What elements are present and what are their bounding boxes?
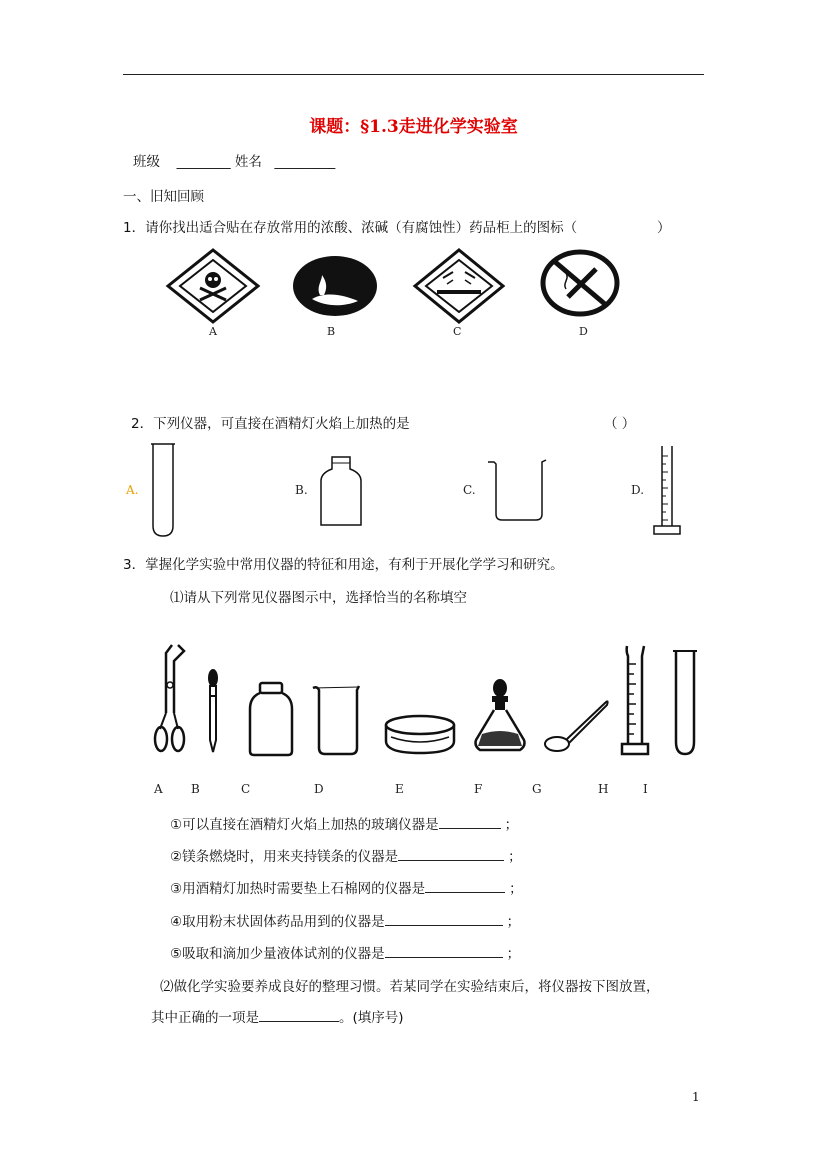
test-tube-large-icon <box>672 648 698 756</box>
q3-item-2-blank[interactable] <box>398 846 504 861</box>
q1-answer-close: ） <box>657 220 671 236</box>
sign-a-label: A <box>209 325 217 338</box>
q3-sub1: ⑴请从下列常见仪器图示中，选择恰当的名称填空 <box>170 590 467 606</box>
sign-c-label: C <box>453 325 462 338</box>
sign-a-toxic-icon <box>166 248 260 324</box>
q3-item-3 <box>170 877 523 897</box>
instrument-label-i: I <box>643 782 648 796</box>
evaporating-dish-icon <box>383 713 457 755</box>
q3-item-4-text: ④取用粉末状固体药品用到的仪器是 <box>170 914 385 930</box>
dropper-icon <box>205 668 221 754</box>
sign-b-label: B <box>327 325 336 338</box>
sign-c-corrosive-icon <box>413 248 505 324</box>
instrument-label-a: A <box>154 782 163 796</box>
q3-sub2-suffix: 。(填序号) <box>339 1010 404 1026</box>
page-number: 1 <box>692 1090 700 1104</box>
q3-item-4-end: ； <box>506 914 521 930</box>
sign-d-no-smoking-icon <box>540 249 620 317</box>
q2-text: 2．下列仪器，可直接在酒精灯火焰上加热的是 <box>131 416 410 432</box>
graduated-cylinder-icon <box>652 444 682 536</box>
q3-text: 3．掌握化学实验中常用仪器的特征和用途，有利于开展化学学习和研究。 <box>123 557 564 573</box>
reagent-bottle-icon <box>319 455 363 527</box>
instrument-label-c: C <box>241 782 251 796</box>
section-heading: 一、旧知回顾 <box>123 189 204 205</box>
class-blank[interactable]: ________ <box>176 154 231 170</box>
q3-sub2-prompt: 其中正确的一项是 <box>151 1010 259 1026</box>
q3-item-5 <box>170 942 520 962</box>
q3-item-3-blank[interactable] <box>425 878 505 893</box>
q3-sub2-line2 <box>151 1006 404 1026</box>
q3-item-2-end: ； <box>508 849 522 865</box>
class-label: 班级 <box>133 154 160 170</box>
beaker-large-icon <box>311 684 361 756</box>
instrument-label-b: B <box>191 782 200 796</box>
q3-item-3-text: ③用酒精灯加热时需要垫上石棉网的仪器是 <box>170 881 426 897</box>
sign-b-flammable-icon <box>292 255 378 317</box>
q3-item-2-text: ②镁条燃烧时，用来夹持镁条的仪器是 <box>170 849 399 865</box>
alcohol-lamp-icon <box>472 678 528 758</box>
q3-item-4 <box>170 910 520 930</box>
spoon-spatula-icon <box>543 697 611 755</box>
instrument-label-h: H <box>598 782 609 796</box>
q3-item-1 <box>170 813 518 833</box>
student-info-line <box>133 150 335 170</box>
q3-item-5-text: ⑤吸取和滴加少量液体试剂的仪器是 <box>170 946 385 962</box>
q3-item-1-end: ； <box>504 817 519 833</box>
instrument-label-d: D <box>314 782 324 796</box>
crucible-tongs-icon <box>152 643 186 755</box>
page-title: 课题：§1.3走进化学实验室 <box>309 117 518 137</box>
header-rule <box>123 74 704 75</box>
q2-option-a-label: A. <box>126 483 139 497</box>
q3-item-1-text: ①可以直接在酒精灯火焰上加热的玻璃仪器是 <box>170 817 439 833</box>
q3-item-1-blank[interactable] <box>439 814 501 829</box>
measuring-cylinder-icon <box>620 644 650 756</box>
wide-mouth-bottle-icon <box>248 681 294 757</box>
q3-item-4-blank[interactable] <box>385 911 503 926</box>
q3-sub2-line1: ⑵做化学实验要养成良好的整理习惯。若某同学在实验结束后，将仪器按下图放置， <box>160 979 660 995</box>
sign-d-label: D <box>579 325 588 338</box>
q2-option-c-label: C. <box>463 483 476 497</box>
test-tube-icon <box>151 442 175 538</box>
q1-text: 1．请你找出适合贴在存放常用的浓酸、浓碱（有腐蚀性）药品柜上的图标（ <box>123 220 578 236</box>
name-label: 姓名 <box>234 154 262 170</box>
q3-item-3-end: ； <box>509 881 523 897</box>
name-blank[interactable]: _________ <box>274 154 336 170</box>
instrument-label-e: E <box>395 782 404 796</box>
instrument-label-f: F <box>474 782 483 796</box>
q3-item-5-end: ； <box>506 946 521 962</box>
q3-sub2-blank[interactable] <box>259 1007 339 1022</box>
beaker-icon <box>486 458 550 522</box>
q3-item-5-blank[interactable] <box>385 943 503 958</box>
q3-item-2 <box>170 845 522 865</box>
instrument-label-g: G <box>532 782 542 796</box>
q2-option-d-label: D. <box>631 483 645 497</box>
q2-answer-bracket[interactable]: （ ） <box>604 416 636 432</box>
q2-option-b-label: B. <box>295 483 308 497</box>
